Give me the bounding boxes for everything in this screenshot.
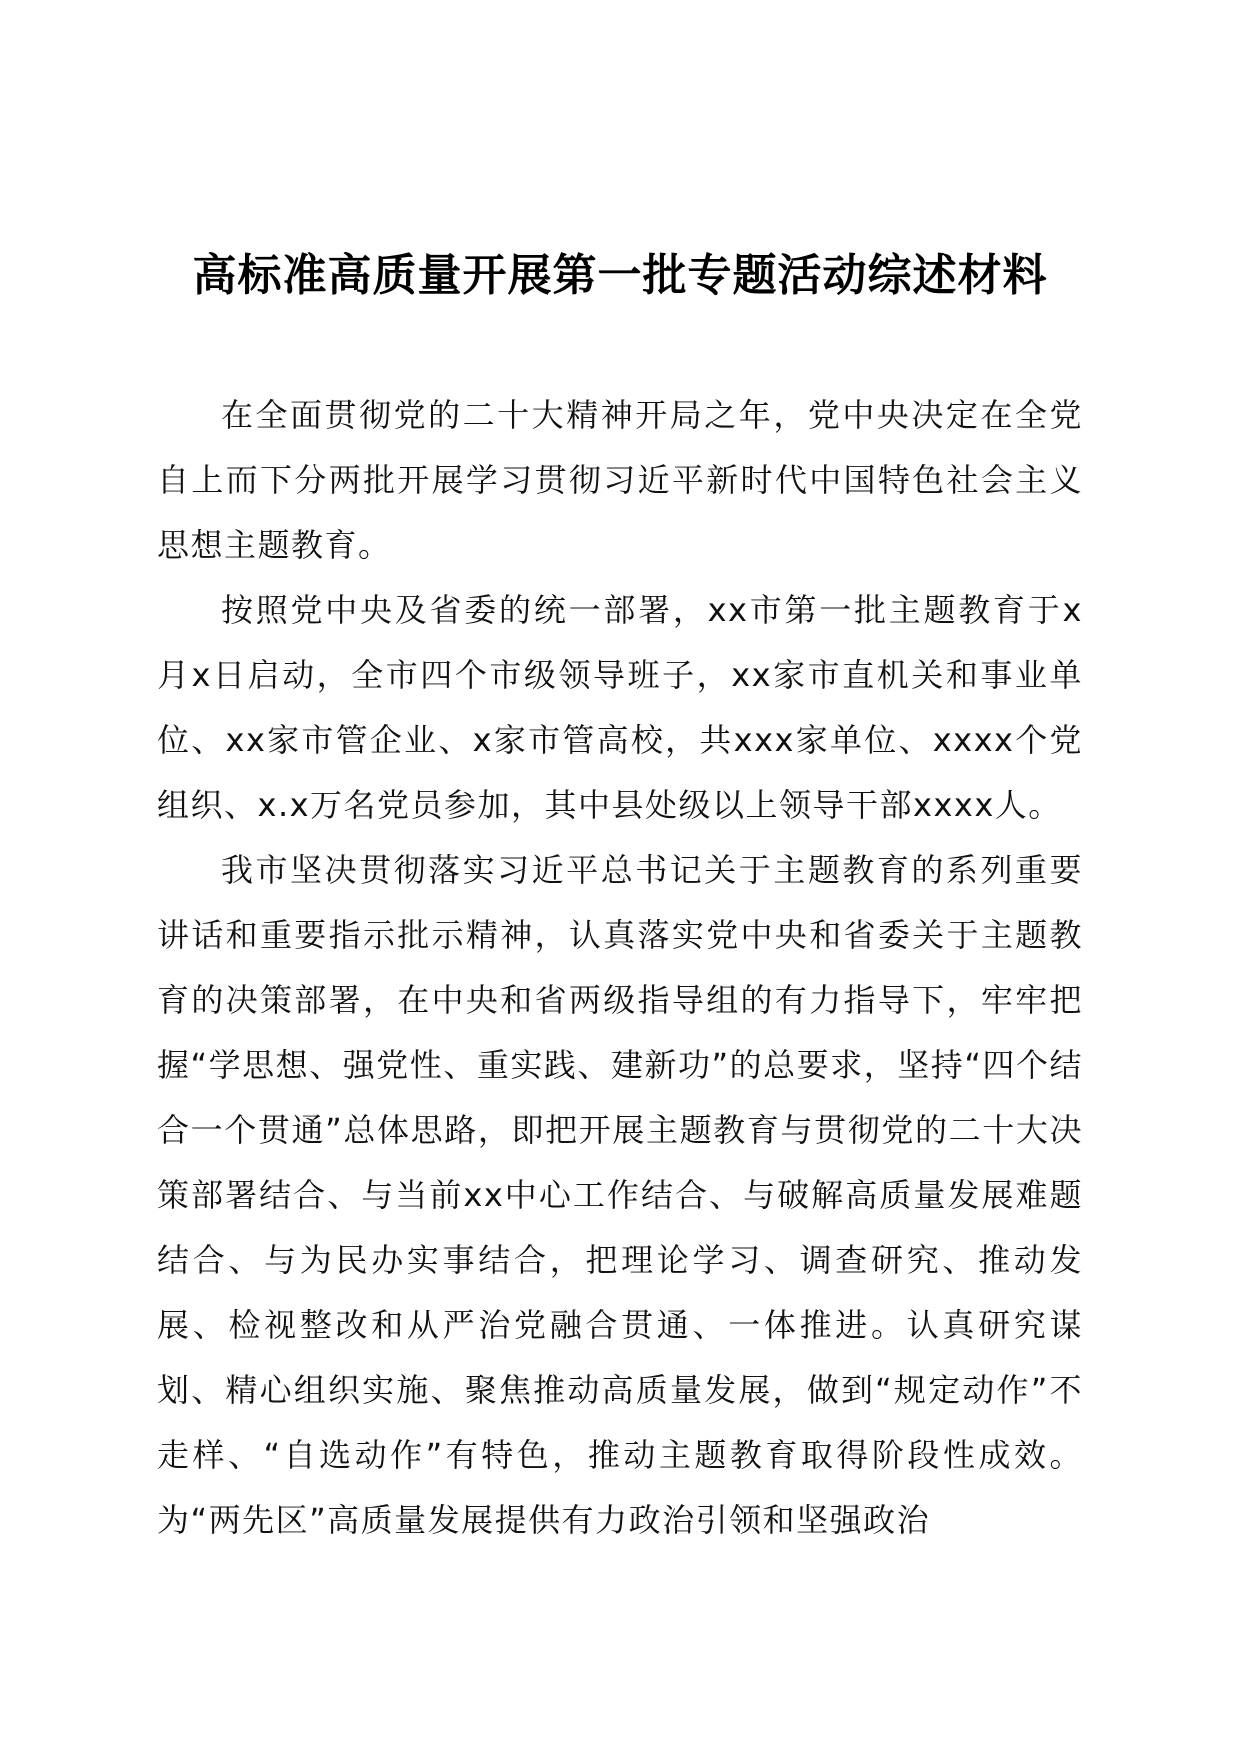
document-title: 高标准高质量开展第一批专题活动综述材料 xyxy=(192,250,1048,301)
document-body xyxy=(157,383,1083,1553)
paragraph-deployment: 按照党中央及省委的统一部署，xx市第一批主题教育于x月x日启动，全市四个市级领导班子，xx家市直机关和事业单位、xx家市管企业、x家市管高校，共xxx家单位、xxxx个党组织、x.x万名党员参加，其中县处级以上领导干部xxxx人。 xyxy=(157,591,1083,824)
paragraph-intro: 在全面贯彻党的二十大精神开局之年，党中央决定在全党自上而下分两批开展学习贯彻习近平新时代中国特色社会主义思想主题教育。 xyxy=(157,396,1083,564)
paragraph-implementation: 我市坚决贯彻落实习近平总书记关于主题教育的系列重要讲话和重要指示批示精神，认真落实党中央和省委关于主题教育的决策部署，在中央和省两级指导组的有力指导下，牢牢把握“学思想、强党性、重实践、建新功”的总要求，坚持“四个结合一个贯通”总体思路，即把开展主题教育与贯彻党的二十大决策部署结合、与当前xx中心工作结合、与破解高质量发展难题结合、与为民办实事结合，把理论学习、调查研究、推动发展、检视整改和从严治党融合贯通、一体推进。认真研究谋划、精心组织实施、聚焦推动高质量发展，做到“规定动作”不走样、“自选动作”有特色，推动主题教育取得阶段性成效。为“两先区”高质量发展提供有力政治引领和坚强政治 xyxy=(157,851,1083,1539)
